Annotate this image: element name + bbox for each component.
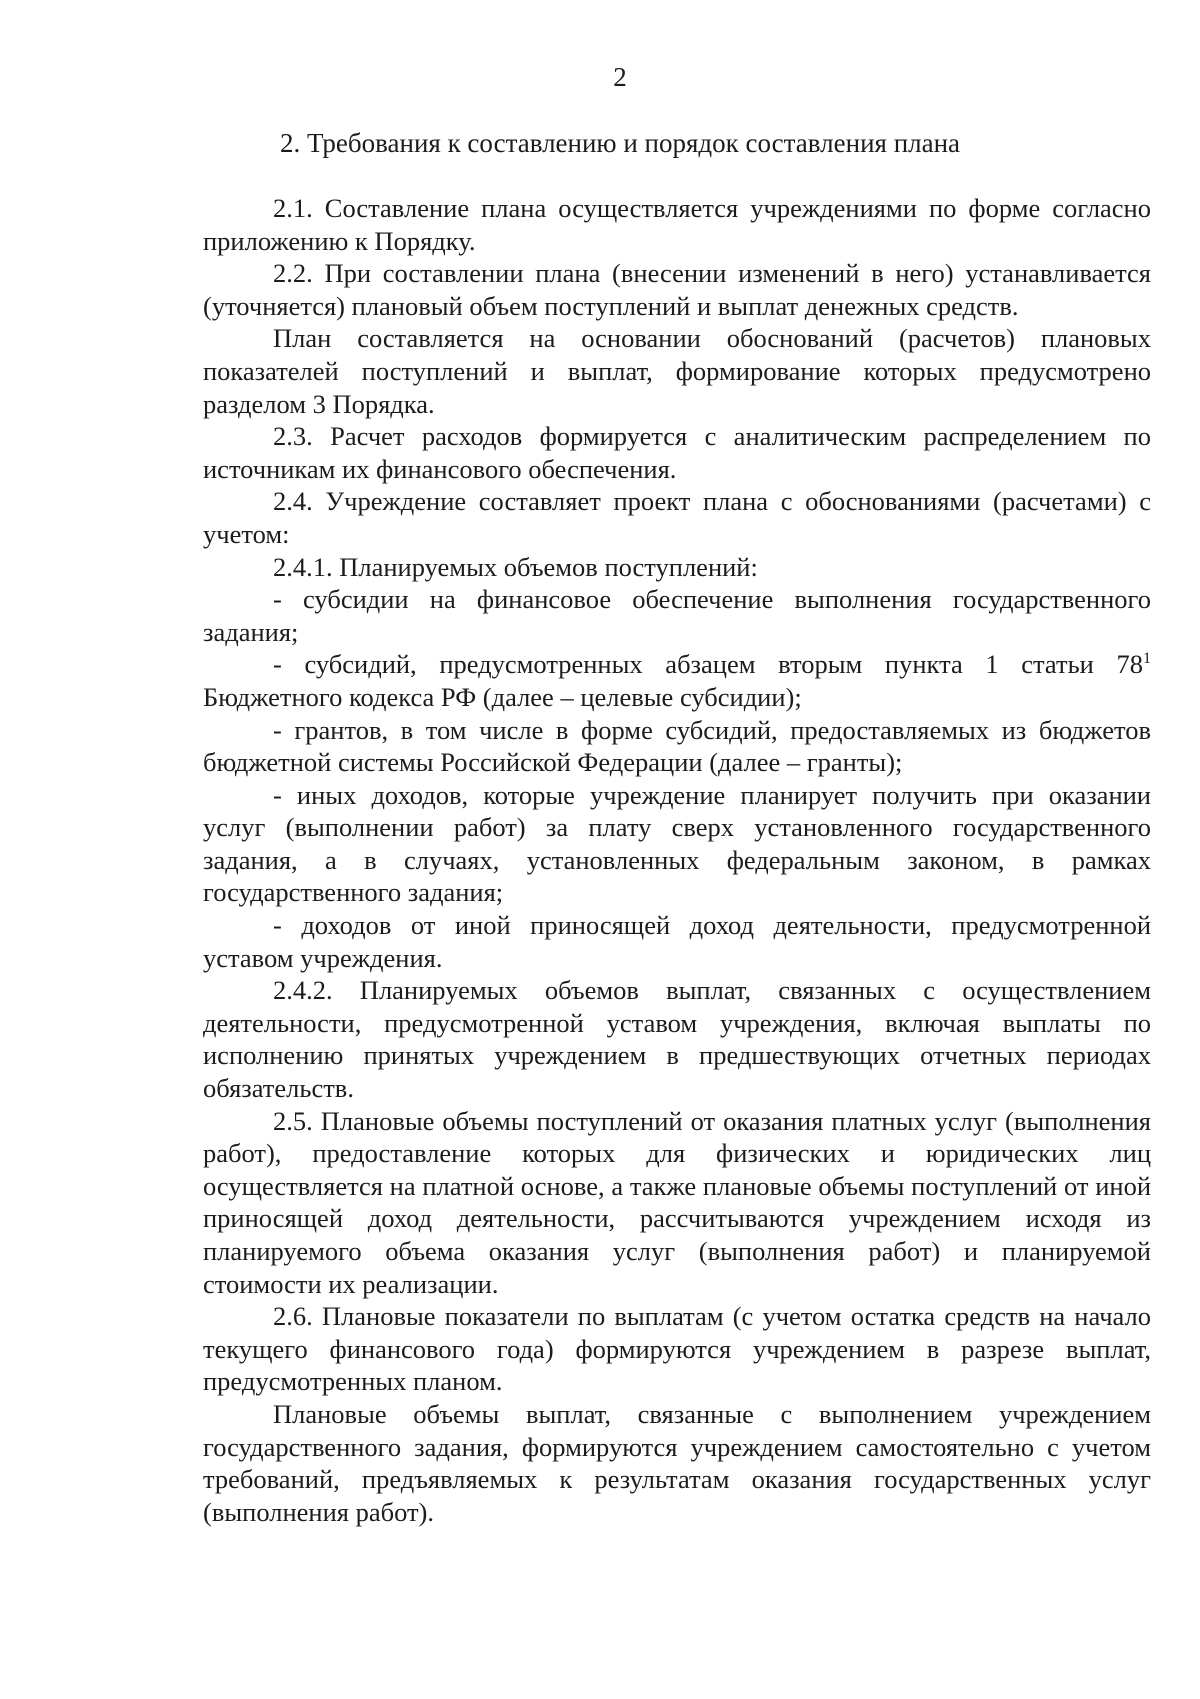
- list-item-grants: - грантов, в том числе в форме субсидий, предоставляемых из бюджетов бюджетной системы Российской Федерации (далее – гранты);: [203, 714, 1151, 778]
- paragraph-2-4-2: 2.4.2. Планируемых объемов выплат, связанных с осуществлением деятельности, предусмотренной уставом учреждения, включая выплаты по исполнению принятых учреждением в предшествующих отчетных периодах обязательств.: [203, 975, 1151, 1104]
- paragraph-2-4: 2.4. Учреждение составляет проект плана с обоснованиями (расчетами) с учетом:: [203, 486, 1151, 549]
- article-superscript: 1: [1143, 650, 1151, 668]
- document-body: [203, 192, 1151, 1528]
- list-item-other-income: - иных доходов, которые учреждение планирует получить при оказании услуг (выполнении работ) за плату сверх установленного государственного задания, а в случаях, установленных федеральным законом, в рамках государственного задания;: [203, 779, 1151, 908]
- paragraph-2-5: 2.5. Плановые объемы поступлений от оказания платных услуг (выполнения работ), предоставление которых для физических и юридических лиц осуществляется на платной основе, а также плановые объемы поступлений от иной приносящей доход деятельности, рассчитываются учреждением исходя из планируемого объема оказания услуг (выполнения работ) и планируемой стоимости их реализации.: [203, 1105, 1151, 1299]
- paragraph-2-1: 2.1. Составление плана осуществляется учреждениями по форме согласно приложению к Порядку.: [203, 193, 1151, 256]
- paragraph-2-6: 2.6. Плановые показатели по выплатам (с учетом остатка средств на начало текущего финансового года) формируются учреждением в разрезе выплат, предусмотренных планом.: [203, 1301, 1151, 1397]
- target-subsidies-text: - субсидий, предусмотренных абзацем вторым пункта 1 статьи 78: [273, 649, 1143, 680]
- paragraph-plan-basis: План составляется на основании обоснований (расчетов) плановых показателей поступлений и выплат, формирование которых предусмотрено разделом 3 Порядка.: [203, 323, 1151, 419]
- list-item-state-task-subsidy: - субсидии на финансовое обеспечение выполнения государственного задания;: [203, 584, 1151, 647]
- list-item-target-subsidies: [203, 648, 1151, 713]
- section-heading: 2. Требования к составлению и порядок составления плана: [279, 128, 961, 158]
- list-item-other-activity-income: - доходов от иной приносящей доход деятельности, предусмотренной уставом учреждения.: [203, 910, 1151, 973]
- paragraph-2-4-1: 2.4.1. Планируемых объемов поступлений:: [273, 551, 758, 582]
- paragraph-state-task-payments: Плановые объемы выплат, связанные с выполнением учреждением государственного задания, формируются учреждением самостоятельно с учетом требований, предъявляемых к результатам оказания государственных услуг (выполнения работ).: [203, 1398, 1151, 1527]
- target-subsidies-text-end: Бюджетного кодекса РФ (далее – целевые субсидии);: [203, 681, 802, 712]
- page-number: 2: [613, 62, 627, 92]
- paragraph-2-2: 2.2. При составлении плана (внесении изменений в него) устанавливается (уточняется) плановый объем поступлений и выплат денежных средств.: [203, 258, 1151, 321]
- paragraph-2-3: 2.3. Расчет расходов формируется с аналитическим распределением по источникам их финансового обеспечения.: [203, 421, 1151, 484]
